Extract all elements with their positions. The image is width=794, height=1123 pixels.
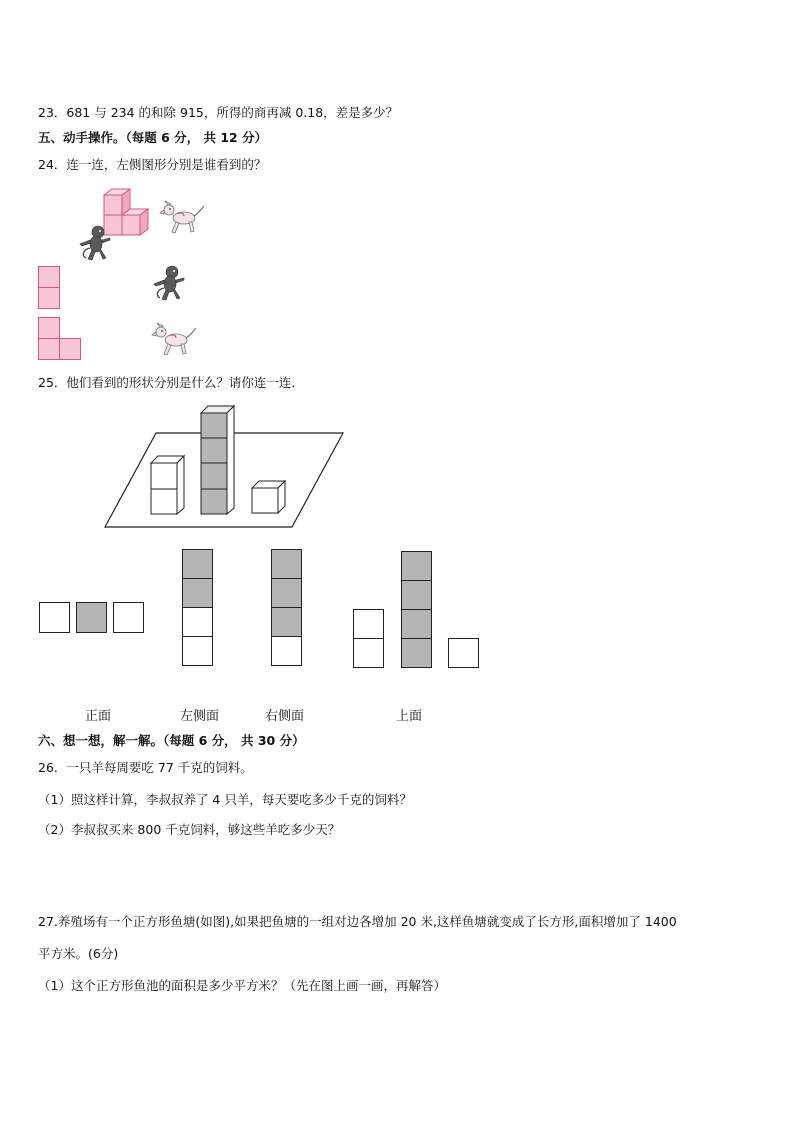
section-6-heading: 六、想一想，解一解。（每题 6 分， 共 30 分） bbox=[38, 733, 305, 748]
section-5-heading: 五、动手操作。（每题 6 分， 共 12 分） bbox=[38, 130, 268, 145]
question-26-part-1: （1）照这样计算，李叔叔养了 4 只羊，每天要吃多少千克的饲料？ bbox=[38, 792, 412, 807]
question-24: 24．连一连，左侧图形分别是谁看到的？ bbox=[38, 157, 267, 172]
question-27-part-1: （1）这个正方形鱼池的面积是多少平方米？（先在图上画一画，再解答） bbox=[38, 978, 446, 993]
question-25: 25．他们看到的形状分别是什么？请你连一连． bbox=[38, 375, 304, 390]
label-left-side: 左侧面 bbox=[180, 709, 220, 724]
question-27-line-1: 27.养殖场有一个正方形鱼塘(如图),如果把鱼塘的一组对边各增加 20 米,这样鱼塘就变成了长方形,面积增加了 1400 bbox=[38, 914, 677, 929]
label-front: 正面 bbox=[85, 709, 112, 724]
question-23: 23．681 与 234 的和除 915，所得的商再减 0.18，差是多少？ bbox=[38, 105, 399, 120]
dog-icon bbox=[150, 322, 200, 358]
monkey-icon bbox=[152, 264, 188, 302]
question-27-line-2: 平方米。(6分) bbox=[38, 946, 119, 961]
dog-icon bbox=[158, 200, 208, 236]
cube-stack-icon bbox=[100, 400, 350, 532]
monkey-icon bbox=[78, 224, 114, 262]
label-top: 上面 bbox=[396, 709, 423, 724]
question-26: 26．一只羊每周要吃 77 千克的饲料。 bbox=[38, 760, 253, 775]
label-right-side: 右侧面 bbox=[265, 709, 305, 724]
question-26-part-2: （2）李叔叔买来 800 千克饲料，够这些羊吃多少天？ bbox=[38, 822, 341, 837]
